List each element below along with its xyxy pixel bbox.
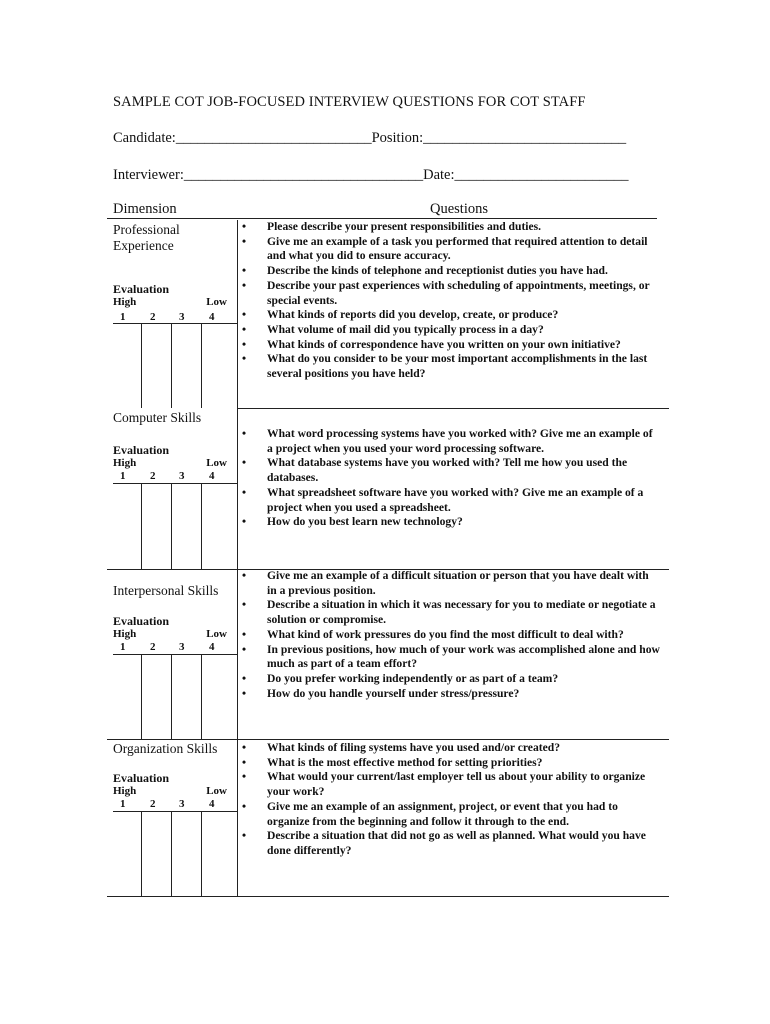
dimension-name: Professional Experience [113, 222, 180, 253]
section-divider [237, 408, 669, 409]
question-item: • In previous positions, how much of your work was accomplished alone and how much as part of a team effort? [242, 642, 660, 671]
questions-column-header: Questions [430, 201, 488, 217]
score-1: 1 [120, 798, 126, 810]
low-label: Low [206, 296, 227, 308]
low-label: Low [206, 785, 227, 797]
rating-grid[interactable] [113, 654, 237, 739]
question-list [240, 427, 660, 530]
section-divider [107, 739, 669, 740]
question-item: • Describe the kinds of telephone and receptionist duties you have had. [242, 264, 608, 278]
question-item: • Give me an example of a difficult situation or person that you have dealt with in a previous position. [242, 569, 649, 597]
question-item: • What kinds of filing systems have you used and/or created? [242, 741, 560, 754]
question-item: • Give me an example of an assignment, project, or event that you had to organize from the beginning and follow it through to the end. [242, 799, 618, 828]
column-divider [237, 220, 238, 896]
evaluation-label: Evaluation [113, 771, 170, 785]
question-item: • Describe a situation in which it was necessary for you to mediate or negotiate a solution or compromise. [242, 598, 656, 627]
low-label: Low [206, 628, 227, 640]
dimension-name: Computer Skills [113, 410, 202, 425]
question-item: • Describe a situation that did not go as well as planned. What would you have done differently? [242, 829, 646, 857]
page-title: SAMPLE COT JOB-FOCUSED INTERVIEW QUESTIONS FOR COT STAFF [113, 94, 586, 110]
high-label: High [113, 785, 137, 797]
score-1: 1 [120, 641, 126, 653]
question-item: • What do you consider to be your most important accomplishments in the last several positions you have held? [242, 352, 648, 381]
score-1: 1 [120, 311, 126, 323]
evaluation-label: Evaluation [113, 614, 170, 628]
question-item: • What word processing systems have you worked with? Give me an example of a project when you used your word processing software. [242, 427, 653, 455]
question-list [240, 220, 660, 382]
dimension-column-header: Dimension [113, 201, 177, 217]
question-item: • Give me an example of a task you performed that required attention to detail and what you did to ensure accuracy. [242, 234, 648, 263]
question-list [240, 741, 660, 859]
question-list [240, 569, 660, 701]
high-label: High [113, 628, 137, 640]
question-item: • How do you best learn new technology? [242, 515, 463, 529]
score-3: 3 [179, 470, 185, 482]
question-item: • Describe your past experiences with scheduling of appointments, meetings, or special events. [242, 278, 650, 307]
question-item: • What kinds of correspondence have you written on your own initiative? [242, 337, 621, 351]
question-item: • How do you handle yourself under stress/pressure? [242, 686, 520, 700]
header-underline [107, 218, 657, 219]
question-item: • What volume of mail did you typically process in a day? [242, 322, 544, 336]
score-4: 4 [209, 470, 215, 482]
score-3: 3 [179, 641, 185, 653]
question-item: • What kind of work pressures do you find the most difficult to deal with? [242, 627, 624, 641]
question-item: • Please describe your present responsibilities and duties. [242, 220, 542, 233]
score-2: 2 [150, 311, 156, 323]
question-item: • What database systems have you worked with? Tell me how you used the databases. [242, 456, 628, 485]
evaluation-label: Evaluation [113, 282, 170, 296]
score-4: 4 [209, 641, 215, 653]
low-label: Low [206, 457, 227, 469]
question-item: • What kinds of reports did you develop, create, or produce? [242, 308, 559, 322]
evaluation-label: Evaluation [113, 443, 170, 457]
interviewer-date-line[interactable]: Interviewer:_________________________________Date:________________________ [113, 167, 629, 183]
rating-grid[interactable] [113, 483, 237, 569]
score-3: 3 [179, 311, 185, 323]
score-2: 2 [150, 470, 156, 482]
candidate-position-line[interactable]: Candidate:___________________________Position:____________________________ [113, 130, 627, 146]
score-1: 1 [120, 470, 126, 482]
bottom-divider [107, 896, 669, 897]
question-item: • What would your current/last employer tell us about your ability to organize your work? [242, 770, 646, 799]
high-label: High [113, 457, 137, 469]
high-label: High [113, 296, 137, 308]
score-4: 4 [209, 311, 215, 323]
score-3: 3 [179, 798, 185, 810]
score-2: 2 [150, 641, 156, 653]
score-4: 4 [209, 798, 215, 810]
dimension-name: Interpersonal Skills [113, 583, 219, 598]
score-2: 2 [150, 798, 156, 810]
dimension-name: Organization Skills [113, 741, 218, 756]
rating-grid[interactable] [113, 811, 237, 896]
rating-grid[interactable] [113, 323, 237, 408]
question-item: • Do you prefer working independently or as part of a team? [242, 671, 559, 685]
question-item: • What is the most effective method for setting priorities? [242, 755, 543, 769]
question-item: • What spreadsheet software have you worked with? Give me an example of a project when you used a spreadsheet. [242, 485, 644, 514]
